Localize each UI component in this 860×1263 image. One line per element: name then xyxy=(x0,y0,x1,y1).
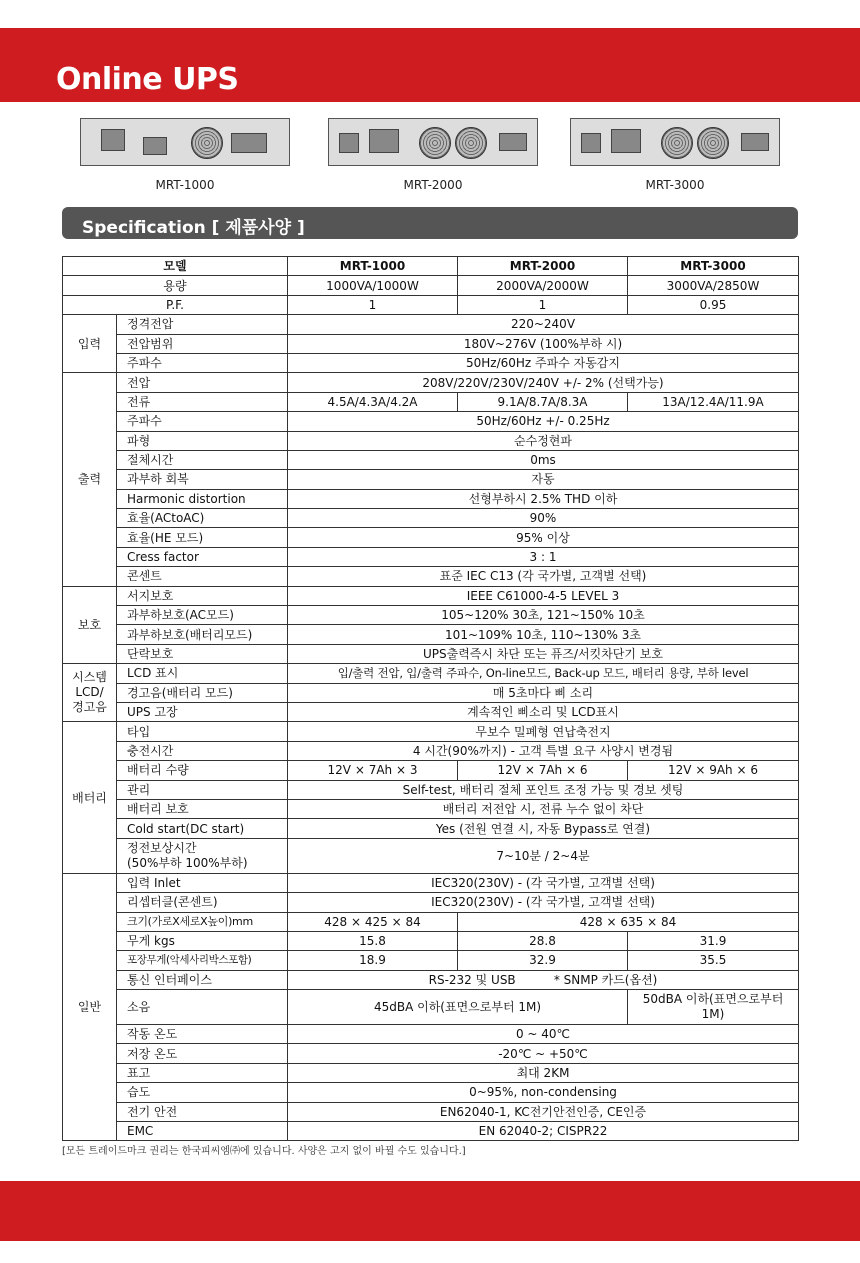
cell-value: 105~120% 30초, 121~150% 10초 xyxy=(288,606,799,625)
table-row xyxy=(63,990,799,1025)
row-label: 배터리 보호 xyxy=(117,799,288,818)
cell-value: 50Hz/60Hz +/- 0.25Hz xyxy=(288,412,799,431)
row-label: EMC xyxy=(117,1122,288,1141)
product-mrt-1000 xyxy=(80,110,290,200)
table-row xyxy=(63,722,799,741)
cell-value: 95% 이상 xyxy=(288,528,799,547)
cell-value: 매 5초마다 삐 소리 xyxy=(288,683,799,702)
row-label: 소음 xyxy=(117,990,288,1025)
table-row xyxy=(63,664,799,683)
row-label: 전류 xyxy=(117,392,288,411)
cell-value: 0 ~ 40℃ xyxy=(288,1025,799,1044)
table-row xyxy=(63,761,799,780)
table-row xyxy=(63,970,799,989)
category-label: 배터리 xyxy=(63,722,117,873)
cell-value: EN 62040-2; CISPR22 xyxy=(288,1122,799,1141)
cell-value: 1000VA/1000W xyxy=(288,276,458,295)
row-label: 과부하 회복 xyxy=(117,470,288,489)
row-label: 습도 xyxy=(117,1083,288,1102)
cell-value: 0~95%, non-condensing xyxy=(288,1083,799,1102)
table-row xyxy=(63,912,799,931)
row-label: Cress factor xyxy=(117,547,288,566)
row-label-line: (50%부하 100%부하) xyxy=(127,855,248,870)
table-row xyxy=(63,893,799,912)
cell-value: 31.9 xyxy=(628,931,799,950)
cell-value: 무보수 밀폐형 연납축전지 xyxy=(288,722,799,741)
row-label: 배터리 수량 xyxy=(117,761,288,780)
table-row xyxy=(63,528,799,547)
table-row xyxy=(63,838,799,873)
table-row xyxy=(63,625,799,644)
row-label: P.F. xyxy=(63,295,288,314)
ups-rear-panel-image xyxy=(80,118,290,166)
cell-value: 208V/220V/230V/240V +/- 2% (선택가능) xyxy=(288,373,799,392)
cell-value: 1 xyxy=(458,295,628,314)
cell-value: 최대 2KM xyxy=(288,1063,799,1082)
table-row xyxy=(63,547,799,566)
cell-value: 3000VA/2850W xyxy=(628,276,799,295)
table-row xyxy=(63,315,799,334)
cell-value: 428 × 425 × 84 xyxy=(288,912,458,931)
spec-table xyxy=(62,256,799,1141)
cell-value: 428 × 635 × 84 xyxy=(458,912,799,931)
cell-value: Yes (전원 연결 시, 자동 Bypass로 연결) xyxy=(288,819,799,838)
table-row xyxy=(63,373,799,392)
table-row xyxy=(63,873,799,892)
table-row xyxy=(63,509,799,528)
row-label: 과부하보호(배터리모드) xyxy=(117,625,288,644)
row-label: 서지보호 xyxy=(117,586,288,605)
category-label xyxy=(63,664,117,722)
row-label: 주파수 xyxy=(117,412,288,431)
table-row xyxy=(63,1025,799,1044)
cell-value: 35.5 xyxy=(628,951,799,970)
category-line: 시스템 xyxy=(72,670,107,685)
cell-value: 배터리 저전압 시, 전류 누수 없이 차단 xyxy=(288,799,799,818)
table-row xyxy=(63,334,799,353)
row-label-line: 정전보상시간 xyxy=(127,840,197,855)
table-row xyxy=(63,431,799,450)
product-images xyxy=(60,110,800,200)
table-row xyxy=(63,1044,799,1063)
footnote: [모든 트레이드마크 권리는 한국피씨엠㈜에 있습니다. 사양은 고지 없이 바뀔 수도 있습니다.] xyxy=(62,1146,466,1157)
row-label: 전압범위 xyxy=(117,334,288,353)
product-model-label: MRT-1000 xyxy=(155,178,215,192)
row-label: 효율(HE 모드) xyxy=(117,528,288,547)
product-model-label: MRT-3000 xyxy=(645,178,705,192)
cell-value: 선형부하시 2.5% THD 이하 xyxy=(288,489,799,508)
table-row xyxy=(63,780,799,799)
cell-value: 13A/12.4A/11.9A xyxy=(628,392,799,411)
table-row xyxy=(63,741,799,760)
row-label: 표고 xyxy=(117,1063,288,1082)
cell-value: UPS출력즉시 차단 또는 퓨즈/서킷차단기 보호 xyxy=(288,644,799,663)
table-row xyxy=(63,683,799,702)
cell-value: 15.8 xyxy=(288,931,458,950)
cell-value: 101~109% 10초, 110~130% 3초 xyxy=(288,625,799,644)
header-cell: MRT-1000 xyxy=(288,257,458,276)
cell-value: 표준 IEC C13 (각 국가별, 고객별 선택) xyxy=(288,567,799,586)
row-label: 무게 kgs xyxy=(117,931,288,950)
cell-value: 45dBA 이하(표면으로부터 1M) xyxy=(288,990,628,1025)
cell-value: 4.5A/4.3A/4.2A xyxy=(288,392,458,411)
cell-value: EN62040-1, KC전기안전인증, CE인증 xyxy=(288,1102,799,1121)
cell-value: 9.1A/8.7A/8.3A xyxy=(458,392,628,411)
row-label: LCD 표시 xyxy=(117,664,288,683)
row-label: 경고음(배터리 모드) xyxy=(117,683,288,702)
cell-value: 3 : 1 xyxy=(288,547,799,566)
cell-value: -20℃ ~ +50℃ xyxy=(288,1044,799,1063)
cell-value: 32.9 xyxy=(458,951,628,970)
table-row xyxy=(63,450,799,469)
table-row xyxy=(63,606,799,625)
cell-value: 계속적인 삐소리 및 LCD표시 xyxy=(288,702,799,721)
cell-value: 입/출력 전압, 입/출력 주파수, On-line모드, Back-up 모드, 배터리 용량, 부하 level xyxy=(288,664,799,683)
table-row xyxy=(63,412,799,431)
row-label: 단락보호 xyxy=(117,644,288,663)
row-label: 크기(가로X세로X높이)mm xyxy=(117,912,288,931)
table-row xyxy=(63,1102,799,1121)
category-line: 경고음 xyxy=(72,700,107,715)
cell-value: 180V~276V (100%부하 시) xyxy=(288,334,799,353)
cell-value: 12V × 9Ah × 6 xyxy=(628,761,799,780)
table-row xyxy=(63,257,799,276)
table-row xyxy=(63,353,799,372)
row-label: 관리 xyxy=(117,780,288,799)
cell-value: IEC320(230V) - (각 국가별, 고객별 선택) xyxy=(288,893,799,912)
cell-value: 90% xyxy=(288,509,799,528)
row-label: 충전시간 xyxy=(117,741,288,760)
spec-section-title: Specification [ 제품사양 ] xyxy=(82,218,305,238)
row-label: 전압 xyxy=(117,373,288,392)
cell-value: 0.95 xyxy=(628,295,799,314)
product-mrt-2000 xyxy=(328,110,538,200)
row-label: 절체시간 xyxy=(117,450,288,469)
table-row xyxy=(63,819,799,838)
table-row xyxy=(63,931,799,950)
row-label: 포장무게(악세사리박스포함) xyxy=(117,951,288,970)
row-label: 타입 xyxy=(117,722,288,741)
header-cell: MRT-3000 xyxy=(628,257,799,276)
cell-value: IEC320(230V) - (각 국가별, 고객별 선택) xyxy=(288,873,799,892)
table-row xyxy=(63,702,799,721)
cell-value: 28.8 xyxy=(458,931,628,950)
table-row xyxy=(63,392,799,411)
category-line: LCD/ xyxy=(75,685,104,700)
table-row xyxy=(63,295,799,314)
table-row xyxy=(63,1083,799,1102)
cell-value: Self-test, 배터리 절체 포인트 조정 가능 및 경보 셋팅 xyxy=(288,780,799,799)
row-label: 입력 Inlet xyxy=(117,873,288,892)
row-label: 저장 온도 xyxy=(117,1044,288,1063)
table-row xyxy=(63,951,799,970)
cell-value: RS-232 및 USB * SNMP 카드(옵션) xyxy=(288,970,799,989)
product-model-label: MRT-2000 xyxy=(403,178,463,192)
table-row xyxy=(63,489,799,508)
table-row xyxy=(63,586,799,605)
ups-rear-panel-image xyxy=(328,118,538,166)
cell-value: 50Hz/60Hz 주파수 자동감지 xyxy=(288,353,799,372)
cell-value: 220~240V xyxy=(288,315,799,334)
ups-rear-panel-image xyxy=(570,118,780,166)
row-label: Harmonic distortion xyxy=(117,489,288,508)
row-label: 통신 인터페이스 xyxy=(117,970,288,989)
cell-value: 18.9 xyxy=(288,951,458,970)
cell-value: 4 시간(90%까지) - 고객 특별 요구 사양시 변경됨 xyxy=(288,741,799,760)
cell-value: 2000VA/2000W xyxy=(458,276,628,295)
cell-value: 7~10분 / 2~4분 xyxy=(288,838,799,873)
category-label: 보호 xyxy=(63,586,117,664)
header-cell: MRT-2000 xyxy=(458,257,628,276)
table-row xyxy=(63,567,799,586)
row-label: UPS 고장 xyxy=(117,702,288,721)
row-label: 정격전압 xyxy=(117,315,288,334)
table-row xyxy=(63,276,799,295)
product-mrt-3000 xyxy=(570,110,780,200)
cell-value: 순수정현파 xyxy=(288,431,799,450)
cell-value: 12V × 7Ah × 3 xyxy=(288,761,458,780)
category-label: 출력 xyxy=(63,373,117,586)
row-label: 작동 온도 xyxy=(117,1025,288,1044)
cell-value: 1 xyxy=(288,295,458,314)
category-label: 일반 xyxy=(63,873,117,1141)
footer-bar xyxy=(0,1181,860,1241)
category-label: 입력 xyxy=(63,315,117,373)
page-title: Online UPS xyxy=(56,62,239,97)
row-label: 효율(ACtoAC) xyxy=(117,509,288,528)
top-band xyxy=(0,0,860,28)
cell-value: IEEE C61000-4-5 LEVEL 3 xyxy=(288,586,799,605)
table-row xyxy=(63,644,799,663)
header-cell: 모델 xyxy=(63,257,288,276)
row-label: 리셉터클(콘센트) xyxy=(117,893,288,912)
row-label xyxy=(117,838,288,873)
cell-value: 12V × 7Ah × 6 xyxy=(458,761,628,780)
table-row xyxy=(63,1122,799,1141)
row-label: 과부하보호(AC모드) xyxy=(117,606,288,625)
table-row xyxy=(63,799,799,818)
row-label: 전기 안전 xyxy=(117,1102,288,1121)
row-label: Cold start(DC start) xyxy=(117,819,288,838)
table-row xyxy=(63,1063,799,1082)
row-label: 용량 xyxy=(63,276,288,295)
row-label: 파형 xyxy=(117,431,288,450)
cell-value: 자동 xyxy=(288,470,799,489)
row-label: 콘센트 xyxy=(117,567,288,586)
cell-value: 50dBA 이하(표면으로부터 1M) xyxy=(628,990,799,1025)
row-label: 주파수 xyxy=(117,353,288,372)
table-row xyxy=(63,470,799,489)
cell-value: 0ms xyxy=(288,450,799,469)
